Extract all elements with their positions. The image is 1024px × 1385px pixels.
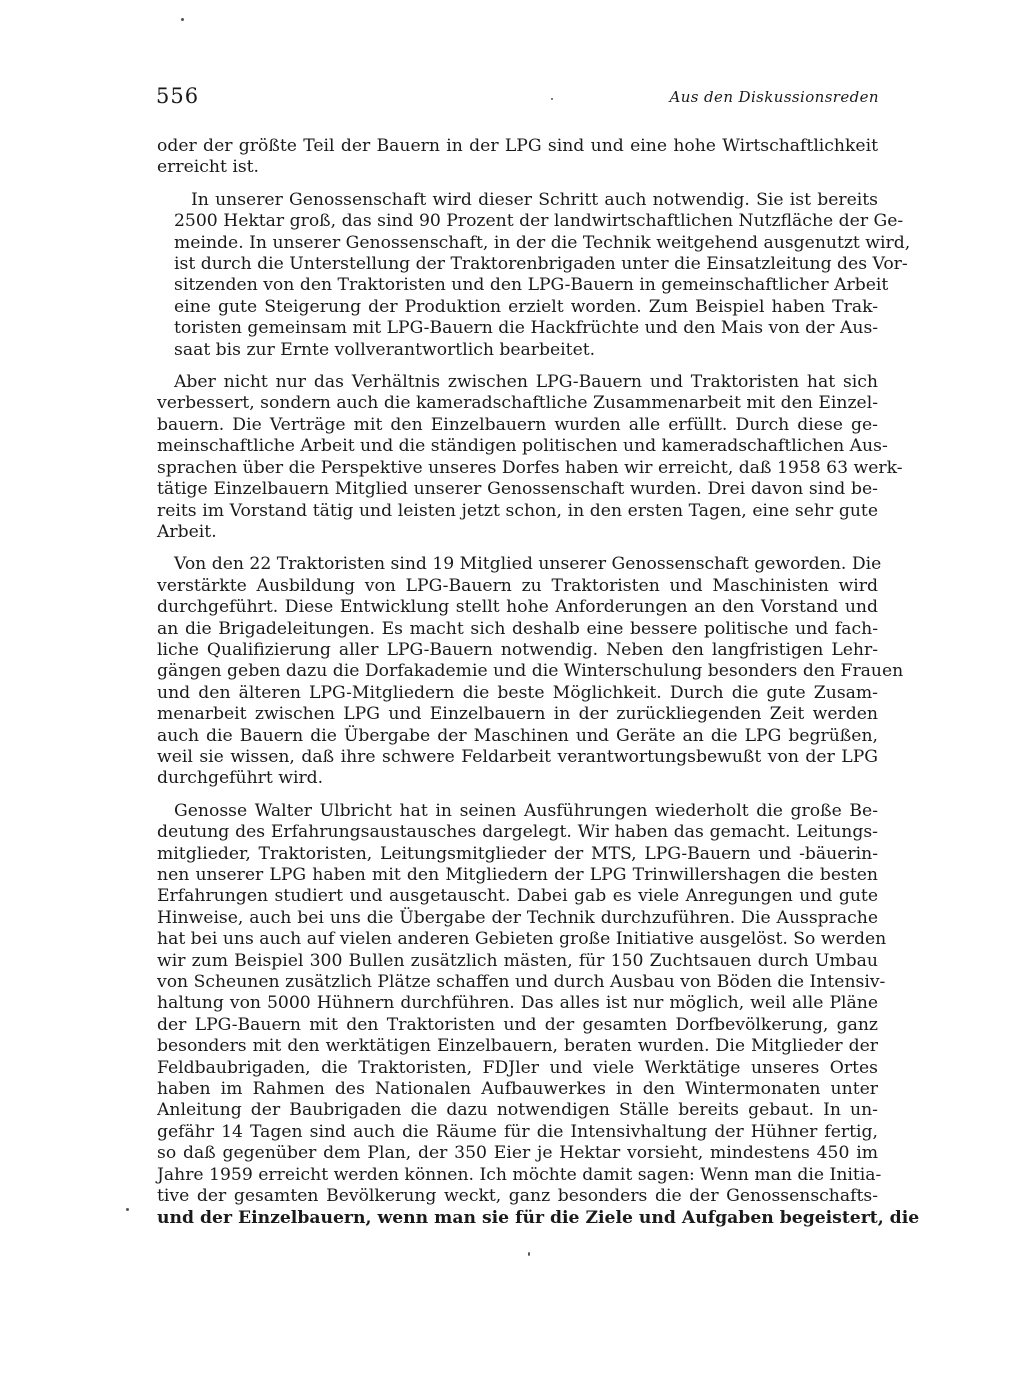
text-line: und der Einzelbauern, wenn man sie für die Ziele und Aufgaben begeistert, die [157, 1207, 920, 1228]
text-line: wir zum Beispiel 300 Bullen zusätzlich mästen, für 150 Zuchtsauen durch Umbau [157, 950, 878, 971]
text-line: sitzenden von den Traktoristen und den LPG-Bauern in gemeinschaftlicher Arbeit [174, 275, 889, 296]
text-line: hat bei uns auch auf vielen anderen Gebieten große Initiative ausgelöst. So werden [157, 929, 887, 950]
text-line: auch die Bauern die Übergabe der Maschinen und Geräte an die LPG begrüßen, [157, 725, 878, 746]
text-line: von Scheunen zusätzlich Plätze schaffen und durch Ausbau von Böden die Intensiv- [157, 972, 886, 993]
text-line: mitglieder, Traktoristen, Leitungsmitglieder der MTS, LPG-Bauern und -bäuerin- [157, 843, 878, 864]
scan-speck [126, 1208, 129, 1211]
text-line: deutung des Erfahrungsaustausches dargelegt. Wir haben das gemacht. Leitungs- [157, 822, 878, 843]
text-line: durchgeführt. Diese Entwicklung stellt hohe Anforderungen an den Vorstand und [157, 597, 878, 618]
text-line: weil sie wissen, daß ihre schwere Feldarbeit verantwortungsbewußt von der LPG [157, 746, 878, 767]
text-line: liche Qualifizierung aller LPG-Bauern notwendig. Neben den langfristigen Lehr- [157, 639, 878, 660]
text-line: In unserer Genossenschaft wird dieser Schritt auch notwendig. Sie ist bereits [191, 189, 878, 210]
text-line: gefähr 14 Tagen sind auch die Räume für die Intensivhaltung der Hühner fertig, [157, 1121, 878, 1142]
text-line: Arbeit. [157, 521, 217, 542]
text-line: haben im Rahmen des Nationalen Aufbauwerkes in den Wintermonaten unter [157, 1079, 878, 1100]
text-line: der LPG-Bauern mit den Traktoristen und der gesamten Dorfbevölkerung, ganz [157, 1014, 878, 1035]
text-line: meinschaftliche Arbeit und die ständigen politischen und kameradschaftlichen Aus- [157, 436, 888, 457]
text-line: menarbeit zwischen LPG und Einzelbauern in der zurückliegenden Zeit werden [157, 704, 878, 725]
scan-speck [181, 18, 184, 21]
paragraph [157, 554, 904, 789]
paragraph [157, 189, 911, 361]
text-line: meinde. In unserer Genossenschaft, in der die Technik weitgehend ausgenutzt wird, [174, 232, 911, 253]
text-line: verbessert, sondern auch die kameradschaftliche Zusammenarbeit mit den Einzel- [157, 393, 878, 414]
text-line: Jahre 1959 erreicht werden können. Ich möchte damit sagen: Wenn man die Initia- [157, 1164, 882, 1185]
text-line: Hinweise, auch bei uns die Übergabe der Technik durchzuführen. Die Aussprache [157, 907, 878, 928]
text-line: und den älteren LPG-Mitgliedern die beste Möglichkeit. Durch die gute Zusam- [157, 682, 878, 703]
text-line: haltung von 5000 Hühnern durchführen. Das alles ist nur möglich, weil alle Pläne [157, 993, 878, 1014]
text-line: eine gute Steigerung der Produktion erzielt worden. Zum Beispiel haben Trak- [174, 296, 878, 317]
scan-speck [528, 1252, 530, 1256]
text-line: 2500 Hektar groß, das sind 90 Prozent der landwirtschaftlichen Nutzfläche der Ge- [174, 211, 904, 232]
text-line: Erfahrungen studiert und ausgetauscht. Dabei gab es viele Anregungen und gute [157, 886, 878, 907]
text-line: besonders mit den werktätigen Einzelbauern, beraten wurden. Die Mitglieder der [157, 1036, 878, 1057]
text-line: sprachen über die Perspektive unseres Dorfes haben wir erreicht, daß 1958 63 werk- [157, 457, 903, 478]
text-line: Aber nicht nur das Verhältnis zwischen LPG-Bauern und Traktoristen hat sich [174, 372, 878, 393]
page-number: 556 [156, 84, 200, 108]
text-line: tive der gesamten Bevölkerung weckt, ganz besonders die der Genossenschafts- [157, 1186, 878, 1207]
text-line: saat bis zur Ernte vollverantwortlich bearbeitet. [174, 339, 596, 360]
text-line: an die Brigadeleitungen. Es macht sich deshalb eine bessere politische und fach- [157, 618, 878, 639]
text-line: durchgeführt wird. [157, 768, 324, 789]
page-header [156, 84, 879, 112]
body-text [157, 136, 920, 1240]
text-line: bauern. Die Verträge mit den Einzelbauern wurden alle erfüllt. Durch diese ge- [157, 414, 878, 435]
text-line: reits im Vorstand tätig und leisten jetzt schon, in den ersten Tagen, eine sehr gute [157, 500, 878, 521]
text-line: erreicht ist. [157, 157, 260, 178]
text-line: verstärkte Ausbildung von LPG-Bauern zu Traktoristen und Maschinisten wird [157, 575, 878, 596]
paragraph [157, 372, 903, 543]
text-line: Feldbaubrigaden, die Traktoristen, FDJler und viele Werktätige unseres Ortes [157, 1057, 878, 1078]
text-line: toristen gemeinsam mit LPG-Bauern die Hackfrüchte und den Mais von der Aus- [174, 318, 879, 339]
text-line: tätige Einzelbauern Mitglied unserer Genossenschaft wurden. Drei davon sind be- [157, 479, 878, 500]
scan-speck [551, 98, 553, 100]
text-line: ist durch die Unterstellung der Traktorenbrigaden unter die Einsatzleitung des Vor- [174, 254, 908, 275]
text-line: Anleitung der Baubrigaden die dazu notwendigen Ställe bereits gebaut. In un- [157, 1100, 878, 1121]
running-head: Aus den Diskussionsreden [669, 88, 879, 106]
text-line: nen unserer LPG haben mit den Mitgliedern der LPG Trinwillershagen die besten [157, 865, 878, 885]
text-line: so daß gegenüber dem Plan, der 350 Eier je Hektar vorsieht, mindestens 450 im [157, 1143, 878, 1164]
paragraph [157, 800, 920, 1229]
text-line: gängen geben dazu die Dorfakademie und die Winterschulung besonders den Frauen [157, 661, 904, 682]
text-line: Von den 22 Traktoristen sind 19 Mitglied unserer Genossenschaft geworden. Die [174, 554, 882, 575]
text-line: Genosse Walter Ulbricht hat in seinen Ausführungen wiederholt die große Be- [174, 800, 878, 821]
paragraph [157, 136, 878, 179]
text-line: oder der größte Teil der Bauern in der LPG sind und eine hohe Wirtschaftlichkeit [157, 136, 878, 156]
